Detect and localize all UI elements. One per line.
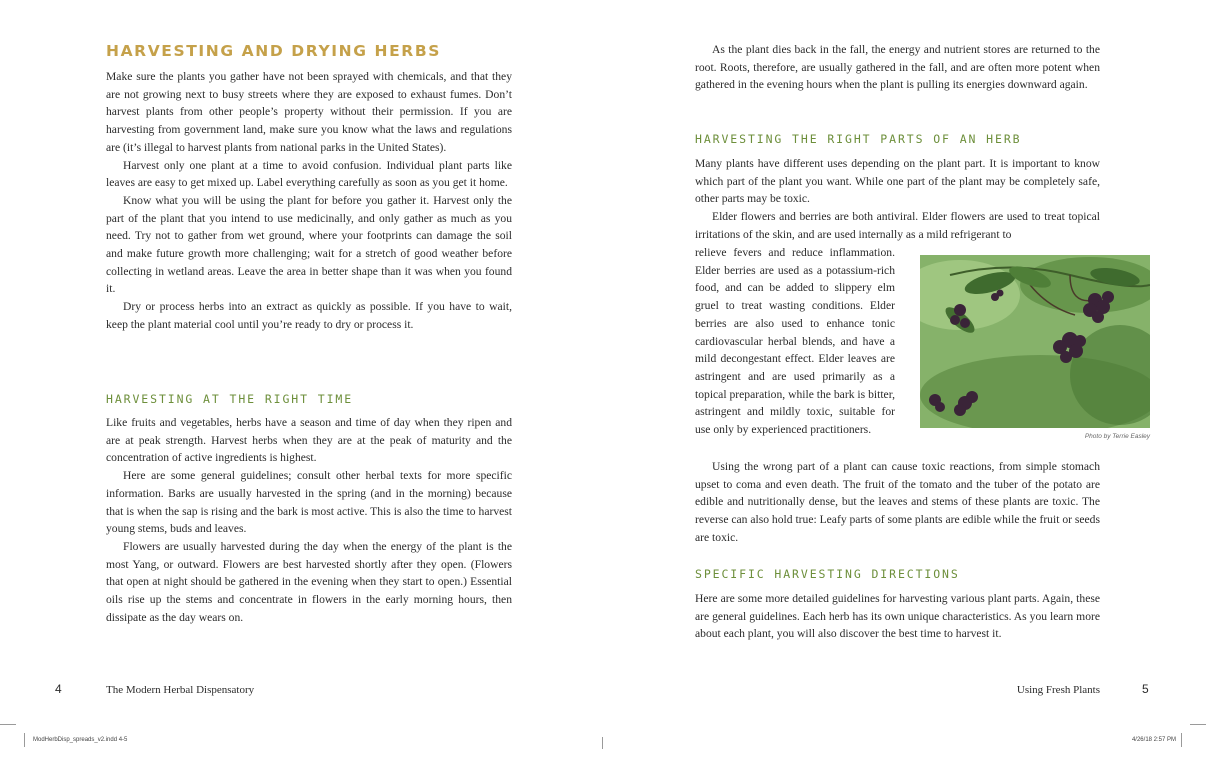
running-footer-right: Using Fresh Plants [1016,684,1100,696]
elderberry-illustration [920,255,1150,428]
photo-credit: Photo by Terrie Easley [1084,433,1150,440]
specific-directions-text [695,590,1100,643]
crop-mark [0,724,16,725]
paragraph: Here are some more detailed guidelines for harvesting various plant parts. Again, these are general guidelines. Each herb has its own unique characteristics. As you learn more about each plant, you will also discover the best time to harvest it. [695,592,1100,641]
paragraph: Using the wrong part of a plant can cause toxic reactions, from simple stomach upset to coma and even death. The fruit of the tomato and the tuber of the potato are edible and nutritionally dense, but the leaves and stems of these plants are toxic. The reverse can also hold true: Leafy parts of some plants are edible while the fruit or seeds are toxic. [695,460,1100,544]
intro-text [106,68,512,334]
paragraph: Elder flowers and berries are both antiviral. Elder flowers are used to treat topical irritations of the skin, and are used internally as a mild refrigerant to [695,210,1100,241]
section-heading-right-time: HARVESTING AT THE RIGHT TIME [106,392,354,406]
paragraph: relieve fevers and reduce inflammation. Elder berries are used as a potassium-rich food, and can be added to slippery elm gruel to treat wasting conditions. Elder berries are also used to enhance tonic cardiovascular herbal blends, and have a mild decongestant effect. Elder leaves are astringent and are used primarily as a topical preparation, while the bark is bitter, astringent and mildly toxic, suitable for use only by experienced practitioners. [695,246,895,437]
paragraph: Know what you will be using the plant for before you gather it. Harvest only the part of the plant that you intend to use medicinally, and only gather as much as you need. Try not to gather from wet ground, where your footprints can damage the soil and make future growth more challenging; wait for a stretch of good weather before collecting in wetland areas. Leave the area in better shape than it was when you found it. [106,193,512,296]
running-footer-left: The Modern Herbal Dispensatory [106,684,255,696]
chapter-title: HARVESTING AND DRYING HERBS [106,42,442,60]
paragraph: As the plant dies back in the fall, the energy and nutrient stores are returned to the root. Roots, therefore, are usually gathered in the fall, and are often more potent when gathered in the evening hours when the plant is pulling its energies downward again. [695,43,1100,92]
crop-mark [24,733,25,747]
paragraph: Make sure the plants you gather have not been sprayed with chemicals, and that they are not growing next to busy streets where they are exposed to exhaust fumes. Don’t harvest plants from other people’s property without their permission. If you are harvesting from government land, make sure you know what the laws and regulations are (it’s illegal to harvest plants from national parks in the United States). [106,70,512,154]
paragraph: Here are some general guidelines; consult other herbal texts for more specific information. Barks are usually harvested in the spring (and in the morning) because that is when the sap is rising and the bark is most active. This is also the time to harvest young stems, buds and leaves. [106,469,512,536]
page-number-right: 5 [1142,682,1149,696]
slug-filename: ModHerbDisp_spreads_v2.indd 4-5 [33,737,128,743]
roots-text [695,41,1100,94]
wrong-part-text [695,458,1100,547]
crop-mark [1181,733,1182,747]
crop-mark [1190,724,1206,725]
page-number-left: 4 [55,682,62,696]
right-time-text [106,414,512,626]
paragraph: Flowers are usually harvested during the day when the energy of the plant is the most Yang, or outward. Flowers are best harvested shortly after they open. (Flowers that open at night should be gathered in the evening when they start to open.) Essential oils rise up the stems and concentrate in flowers in the early morning hours, then dissipate as the day wears on. [106,539,512,624]
right-parts-text [695,155,1100,244]
paragraph: Like fruits and vegetables, herbs have a season and time of day when they ripen and are at peak strength. Harvest herbs when they are at the peak of maturity and the concentration of active ingredients is highest. [106,416,512,465]
paragraph: Harvest only one plant at a time to avoid confusion. Individual plant parts like leaves are easy to get mixed up. Label everything carefully as soon as you get it home. [106,158,512,190]
section-heading-specific-directions: SPECIFIC HARVESTING DIRECTIONS [695,567,960,581]
slug-timestamp: 4/26/18 2:57 PM [1131,737,1176,743]
section-heading-right-parts: HARVESTING THE RIGHT PARTS OF AN HERB [695,132,1022,146]
elderberry-photo [920,255,1150,428]
paragraph: Many plants have different uses depending on the plant part. It is important to know which part of the plant you want. While one part of the plant may be completely safe, other parts may be toxic. [695,157,1100,206]
crop-mark [602,737,603,749]
paragraph: Dry or process herbs into an extract as quickly as possible. If you have to wait, keep the plant material cool until you’re ready to dry or process it. [106,300,512,331]
elder-wrap-text [695,244,895,439]
